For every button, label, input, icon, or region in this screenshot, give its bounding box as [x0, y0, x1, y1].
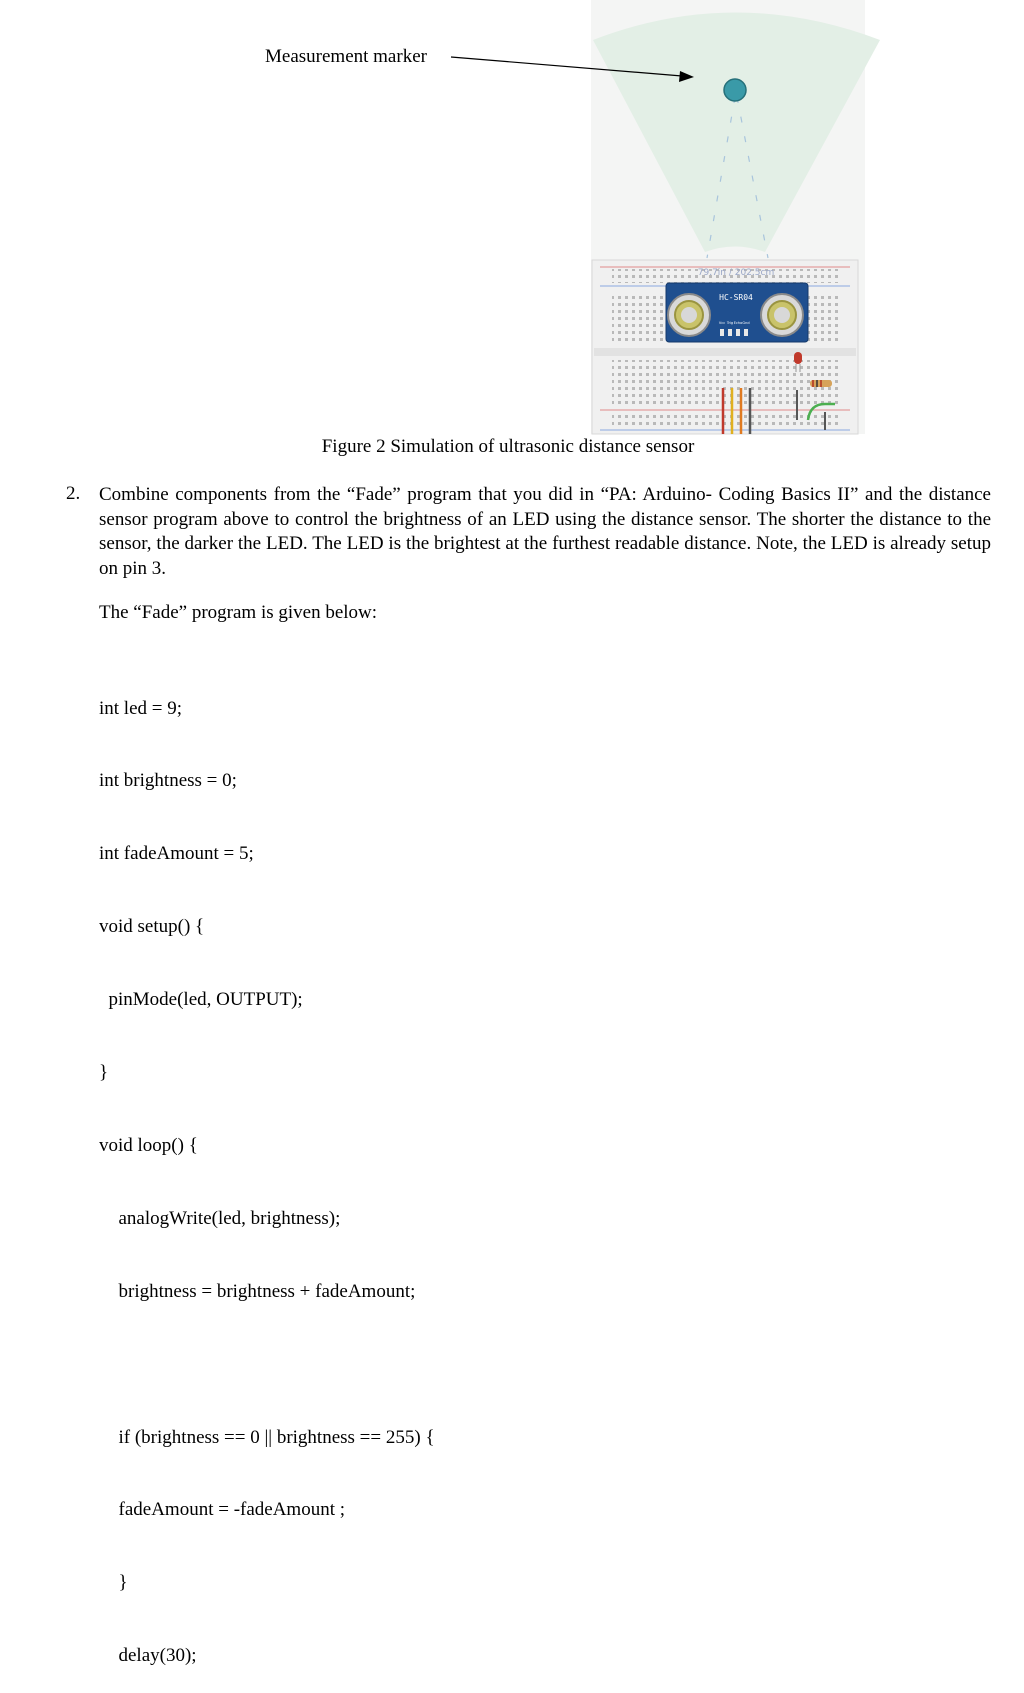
code-block — [99, 648, 435, 1693]
measurement-marker[interactable] — [724, 79, 746, 101]
fade-program-intro: The “Fade” program is given below: — [99, 602, 378, 623]
distance-readout: 79.7in / 202.5cm — [697, 268, 775, 278]
code-line: brightness = brightness + fadeAmount; — [109, 1280, 416, 1302]
code-line: } — [99, 1062, 109, 1084]
led-body — [794, 352, 802, 364]
sensor-pin-label: Vcc — [718, 321, 726, 325]
sensor-pin-label: Trig — [726, 321, 734, 325]
code-line — [99, 1353, 435, 1377]
question-number: 2. — [66, 483, 81, 504]
code-line: int fadeAmount = 5; — [99, 843, 254, 865]
code-line: void loop() { — [99, 1134, 198, 1156]
code-line: pinMode(led, OUTPUT); — [99, 989, 303, 1011]
breadboard-channel — [594, 348, 856, 356]
power-rail-holes — [612, 413, 842, 427]
sensor-pin — [728, 329, 732, 336]
measurement-marker-label: Measurement marker — [265, 46, 427, 67]
code-line: if (brightness == 0 || brightness == 255) { — [109, 1426, 435, 1448]
question-text: Combine components from the “Fade” program that you did in “PA: Arduino- Coding Basics II” and the distance sensor program above to control the brightness of an LED using the distance sensor. The shorter the distance to the sensor, the darker the LED. The LED is the brightest at the furthest readable distance. Note, the LED is already setup on pin 3. — [99, 484, 991, 579]
ultrasonic-sensor[interactable] — [666, 283, 808, 342]
sensor-pin — [720, 329, 724, 336]
transducer-core — [774, 307, 790, 323]
figure-caption — [0, 436, 1024, 458]
code-line: void setup() { — [99, 916, 205, 938]
code-line: delay(30); — [109, 1645, 197, 1667]
simulation-figure — [0, 0, 1024, 440]
code-line: fadeAmount = -fadeAmount ; — [109, 1499, 346, 1521]
sensor-label: HC-SR04 — [719, 293, 753, 302]
sensor-pin-label: Gnd — [742, 321, 750, 325]
sensor-pin — [736, 329, 740, 336]
code-line: int brightness = 0; — [99, 770, 237, 792]
sensor-pin — [744, 329, 748, 336]
code-line: } — [109, 1572, 128, 1594]
transducer-core — [681, 307, 697, 323]
figure-caption-text: Figure 2 Simulation of ultrasonic distance sensor — [321, 436, 695, 457]
code-line: analogWrite(led, brightness); — [109, 1207, 341, 1229]
code-line: int led = 9; — [99, 697, 183, 719]
sensor-pin-label: Echo — [733, 321, 743, 325]
terminal-holes-bottom — [612, 360, 842, 406]
